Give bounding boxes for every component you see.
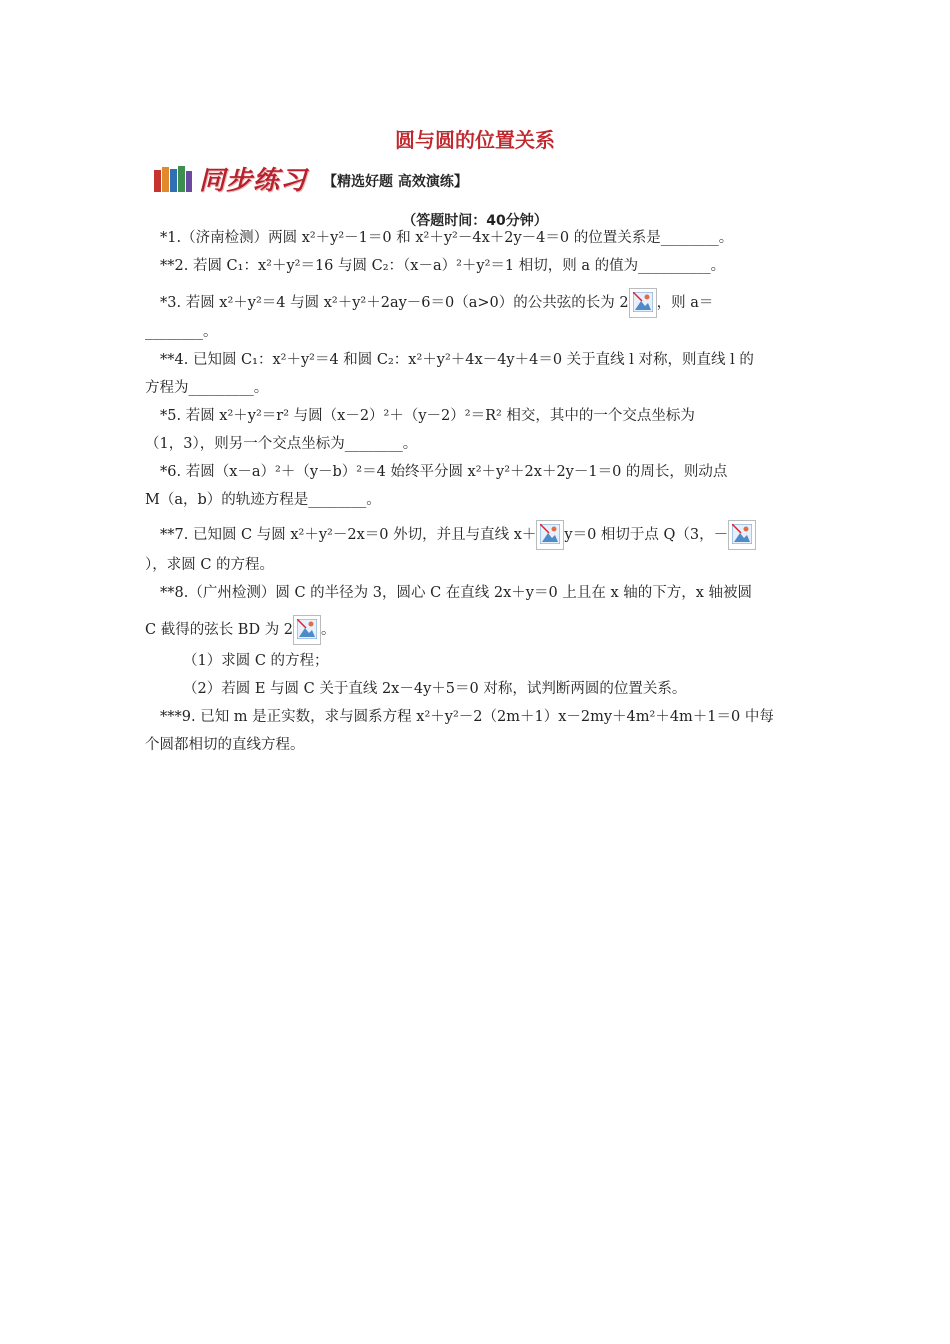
question-8-part-2: （2）若圆 E 与圆 C 关于直线 2x－4y＋5＝0 对称，试判断两圆的位置关系。 <box>183 681 687 697</box>
question-8-text: C 截得的弦长 BD 为 2 <box>145 622 294 638</box>
question-9-cont: 个圆都相切的直线方程。 <box>145 737 305 753</box>
question-3-blank: ________。 <box>145 324 218 340</box>
question-4-cont: 方程为_________。 <box>145 380 269 396</box>
banner-subtitle: 【精选好题 高效演练】 <box>323 174 468 190</box>
time-note: （答题时间：40分钟） <box>402 213 548 229</box>
question-7 <box>160 520 756 550</box>
question-1: *1.（济南检测）两圆 x²＋y²－1＝0 和 x²＋y²－4x＋2y－4＝0 的位置关系是________。 <box>160 230 734 246</box>
question-6-cont: M（a，b）的轨迹方程是________。 <box>145 492 381 508</box>
question-8-cont <box>145 615 336 645</box>
broken-image-icon <box>728 520 756 550</box>
broken-image-icon <box>293 615 321 645</box>
question-8: **8.（广州检测）圆 C 的半径为 3，圆心 C 在直线 2x＋y＝0 上且在 x 轴的下方，x 轴被圆 <box>160 585 753 601</box>
question-7-mid: y＝0 相切于点 Q（3，－ <box>564 527 729 543</box>
question-6: *6. 若圆（x－a）²＋（y－b）²＝4 始终平分圆 x²＋y²＋2x＋2y－1＝0 的周长，则动点 <box>160 464 728 480</box>
question-9: ***9. 已知 m 是正实数，求与圆系方程 x²＋y²－2（2m＋1）x－2my＋4m²＋4m＋1＝0 中每 <box>160 709 774 725</box>
question-8-part-1: （1）求圆 C 的方程； <box>183 653 329 669</box>
question-2: **2. 若圆 C₁：x²＋y²＝16 与圆 C₂：（x－a）²＋y²＝1 相切，则 a 的值为__________。 <box>160 258 726 274</box>
question-3-text: *3. 若圆 x²＋y²＝4 与圆 x²＋y²＋2ay－6＝0（a>0）的公共弦的长为 2 <box>160 295 629 311</box>
question-3-tail: ，则 a＝ <box>656 295 714 311</box>
broken-image-icon <box>536 520 564 550</box>
page-title: 圆与圆的位置关系 <box>395 128 555 152</box>
question-4: **4. 已知圆 C₁：x²＋y²＝4 和圆 C₂：x²＋y²＋4x－4y＋4＝0 关于直线 l 对称，则直线 l 的 <box>160 352 754 368</box>
question-3 <box>160 288 713 318</box>
question-5: *5. 若圆 x²＋y²＝r² 与圆（x－2）²＋（y－2）²＝R² 相交，其中的一个交点坐标为 <box>160 408 695 424</box>
books-icon <box>153 164 193 192</box>
question-7-text: **7. 已知圆 C 与圆 x²＋y²－2x＝0 外切，并且与直线 x＋ <box>160 527 537 543</box>
banner-heading: 同步练习 <box>199 166 308 196</box>
question-5-cont: （1，3），则另一个交点坐标为________。 <box>145 436 418 452</box>
broken-image-icon <box>629 288 657 318</box>
question-8-tail: 。 <box>321 622 336 638</box>
question-7-cont: ），求圆 C 的方程。 <box>145 557 275 573</box>
